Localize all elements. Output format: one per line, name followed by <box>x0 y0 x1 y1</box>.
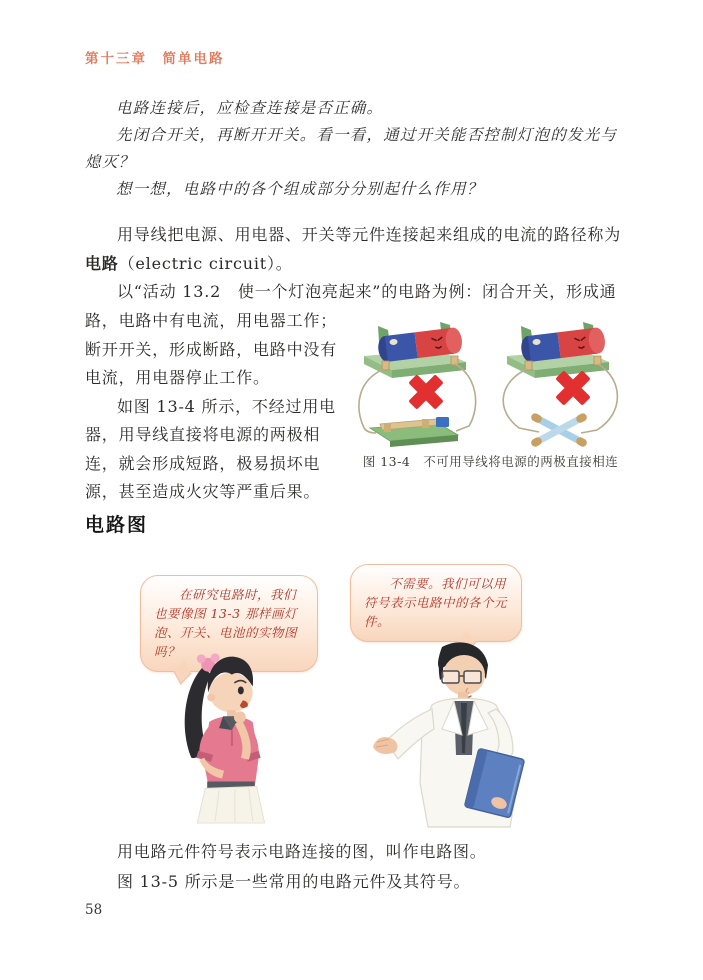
definition-suffix: （electric circuit）。 <box>118 253 293 273</box>
hand-on-chin <box>234 711 246 723</box>
left-text-column <box>85 307 353 507</box>
intro-paragraph-3: 想一想，电路中的各个组成部分分别起什么作用？ <box>116 180 484 198</box>
wire-right <box>455 364 476 431</box>
figure-13-4 <box>348 314 633 470</box>
wire-left <box>503 369 539 432</box>
forbidden-cross-icon <box>408 374 443 409</box>
closing-paragraph-2: 图 13-5 所示是一些常用的电路元件及其符号。 <box>117 872 471 891</box>
intro-paragraph-1: 电路连接后，应检查连接是否正确。 <box>116 99 384 117</box>
short-circuit-switch-illustration <box>348 314 485 448</box>
section-heading-circuit-diagram: 电路图 <box>85 514 149 536</box>
teacher-speech-bubble <box>350 564 522 642</box>
definition-prefix: 用导线把电源、用电器、开关等元件连接起来组成的电流的路径称为 <box>117 225 622 244</box>
closing-paragraph-1: 用电路元件符号表示电路连接的图，叫作电路图。 <box>117 842 487 861</box>
crossed-matches-icon <box>530 412 588 448</box>
wire-left <box>359 369 384 433</box>
teacher-answer-text: 不需要。我们可以用符号表示电路中的各个元件。 <box>364 576 508 629</box>
example-paragraph-continuation: 路，电路中有电流，用电器工作；断开开关，形成断路，电路中没有电流，用电器停止工作。 <box>85 311 338 387</box>
teacher-illustration <box>372 633 568 829</box>
intro-activity-text <box>85 95 625 203</box>
figure-13-4-caption: 图 13-4 不可用导线将电源的两极直接相连 <box>362 454 619 469</box>
short-circuit-matches-illustration <box>491 314 628 448</box>
short-circuit-paragraph: 如图 13-4 所示，不经过用电器，用导线直接将电源的两极相连，就会形成短路，极易损坏电源，甚至造成火灾等严重后果。 <box>85 396 336 501</box>
example-paragraph-line1: 以“活动 13.2 使一个灯泡亮起来”的电路为例：闭合开关，形成通 <box>117 282 617 301</box>
definition-term: 电路 <box>85 253 119 273</box>
closing-text <box>85 837 627 897</box>
chapter-header: 第十三章 简单电路 <box>85 51 225 67</box>
forbidden-cross-icon <box>555 370 590 405</box>
white-skirt <box>197 786 264 823</box>
page-number: 58 <box>85 902 103 918</box>
girl-question-text: 在研究电路时，我们也要像图 13-3 那样画灯泡、开关、电池的实物图吗？ <box>154 587 298 659</box>
figure-13-4-panels <box>348 314 633 448</box>
circuit-definition-paragraph <box>85 221 627 278</box>
girl-student-illustration <box>145 641 307 829</box>
intro-paragraph-2: 先闭合开关，再断开开关。看一看，通过开关能否控制灯泡的发光与熄灭？ <box>85 126 618 171</box>
